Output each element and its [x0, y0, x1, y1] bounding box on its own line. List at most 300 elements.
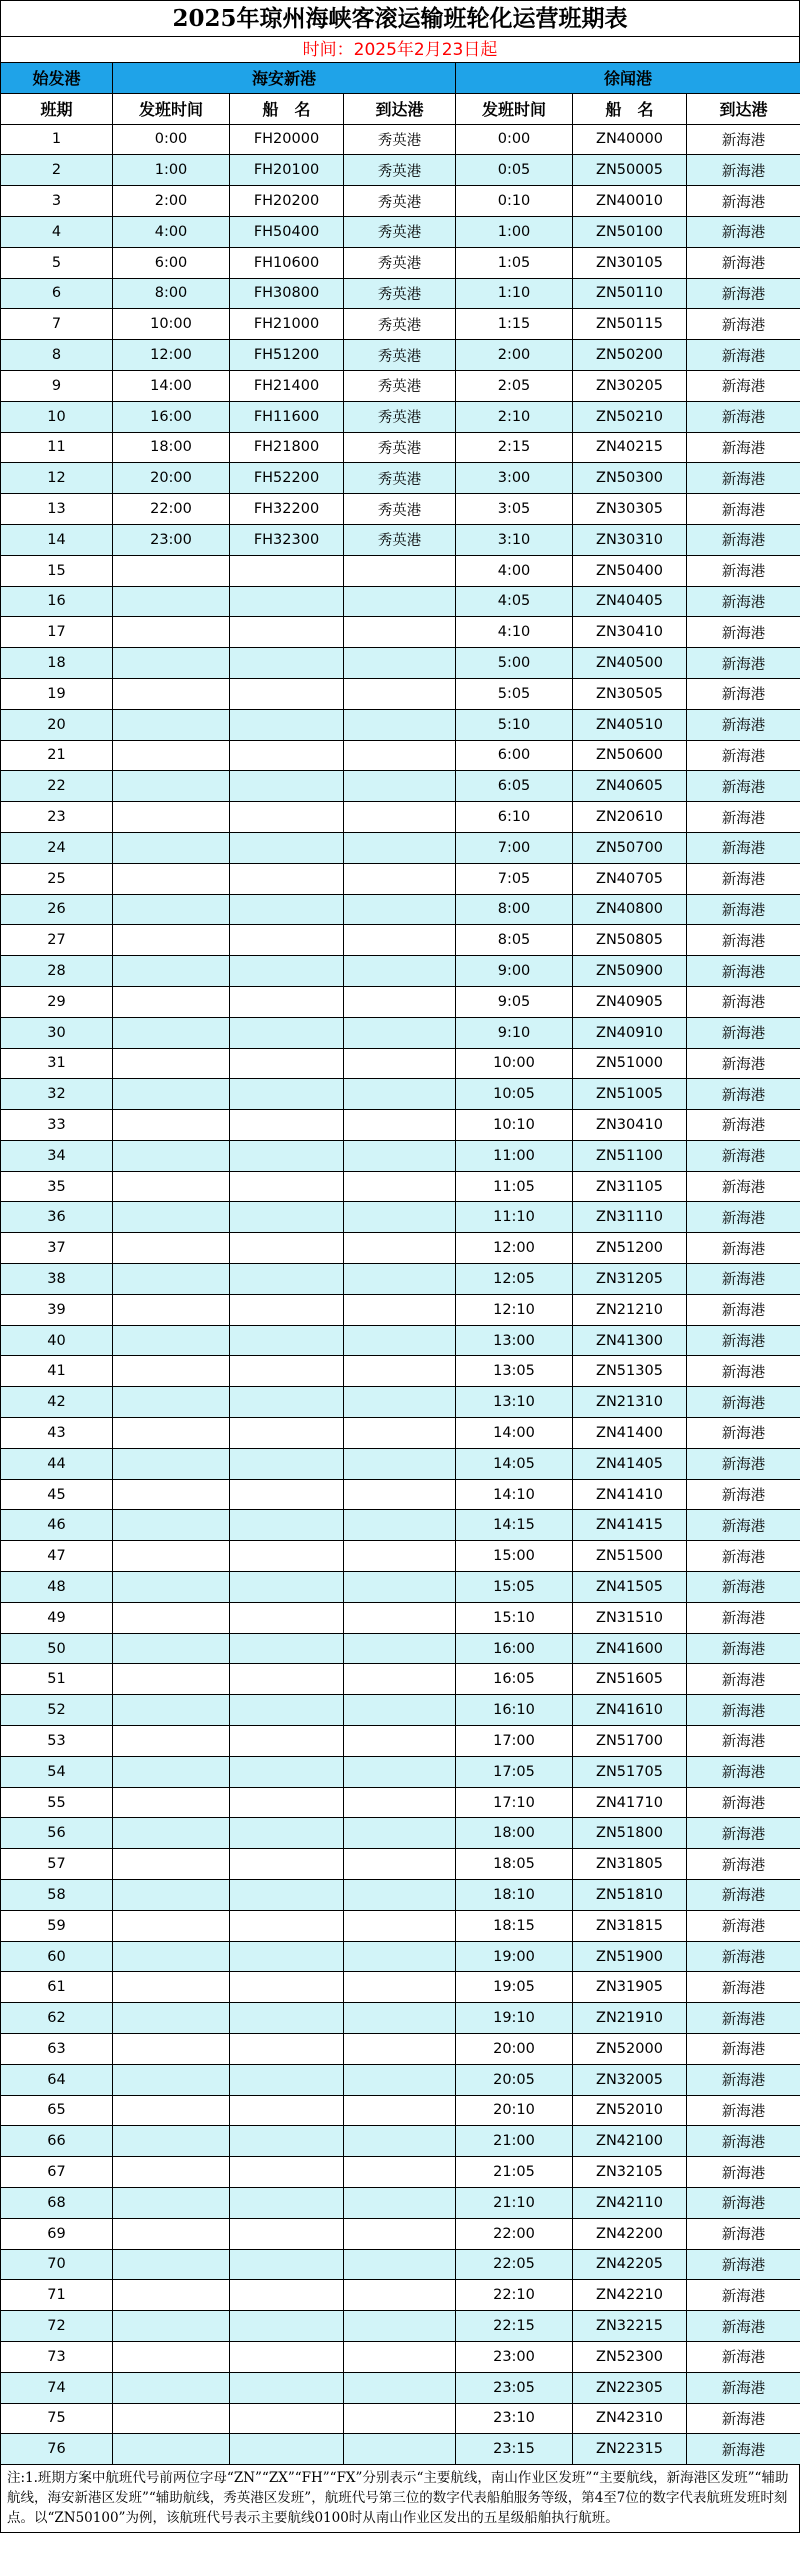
haian-ship-cell — [230, 2064, 344, 2095]
table-row — [1, 186, 800, 217]
period-cell: 9 — [1, 370, 113, 401]
xuwen-dest-cell: 新海港 — [687, 309, 800, 340]
xuwen-ship-cell: ZN51605 — [573, 1664, 687, 1695]
haian-dest-cell — [344, 1325, 456, 1356]
xuwen-ship-cell: ZN50700 — [573, 832, 687, 863]
xuwen-dest-cell: 新海港 — [687, 2280, 800, 2311]
xuwen-time-cell: 15:10 — [456, 1602, 573, 1633]
period-cell: 47 — [1, 1541, 113, 1572]
xuwen-dest-cell: 新海港 — [687, 1017, 800, 1048]
haian-ship-cell — [230, 986, 344, 1017]
xuwen-time-cell: 0:00 — [456, 124, 573, 155]
table-row — [1, 925, 800, 956]
haian-dest-cell: 秀英港 — [344, 124, 456, 155]
haian-dest-cell — [344, 2126, 456, 2157]
xuwen-ship-cell: ZN42200 — [573, 2218, 687, 2249]
period-cell: 40 — [1, 1325, 113, 1356]
xuwen-time-cell: 9:10 — [456, 1017, 573, 1048]
xuwen-time-cell: 12:05 — [456, 1264, 573, 1295]
haian-ship-cell — [230, 1695, 344, 1726]
haian-ship-cell — [230, 1787, 344, 1818]
table-row — [1, 1602, 800, 1633]
haian-time-cell — [113, 740, 230, 771]
xuwen-dest-cell: 新海港 — [687, 1726, 800, 1757]
haian-dest-cell: 秀英港 — [344, 494, 456, 525]
haian-dest-cell — [344, 1110, 456, 1141]
haian-time-cell — [113, 863, 230, 894]
xuwen-dest-cell: 新海港 — [687, 1880, 800, 1911]
xuwen-time-cell: 15:00 — [456, 1541, 573, 1572]
haian-ship-cell — [230, 1233, 344, 1264]
table-row — [1, 1202, 800, 1233]
haian-ship-cell: FH20200 — [230, 186, 344, 217]
table-row — [1, 1787, 800, 1818]
haian-ship-cell — [230, 2157, 344, 2188]
xuwen-ship-cell: ZN30205 — [573, 370, 687, 401]
xuwen-ship-cell: ZN40910 — [573, 1017, 687, 1048]
haian-ship-cell — [230, 2003, 344, 2034]
xuwen-dest-cell: 新海港 — [687, 2372, 800, 2403]
period-cell: 46 — [1, 1510, 113, 1541]
xuwen-dest-cell: 新海港 — [687, 894, 800, 925]
haian-time-cell — [113, 894, 230, 925]
xuwen-dest-cell: 新海港 — [687, 155, 800, 186]
xuwen-dest-cell: 新海港 — [687, 2249, 800, 2280]
haian-time-cell — [113, 956, 230, 987]
haian-ship-cell — [230, 617, 344, 648]
xuwen-time-cell: 23:10 — [456, 2403, 573, 2434]
xuwen-ship-cell: ZN31205 — [573, 1264, 687, 1295]
haian-ship-cell — [230, 1356, 344, 1387]
haian-dest-cell — [344, 2218, 456, 2249]
table-row — [1, 678, 800, 709]
haian-ship-cell — [230, 956, 344, 987]
xuwen-dest-cell: 新海港 — [687, 1695, 800, 1726]
page-title: 2025年琼州海峡客滚运输班轮化运营班期表 — [0, 0, 800, 36]
xuwen-time-cell: 19:10 — [456, 2003, 573, 2034]
haian-dest-cell — [344, 1356, 456, 1387]
haian-ship-cell — [230, 586, 344, 617]
column-header-row — [1, 93, 800, 124]
xuwen-time-cell: 22:05 — [456, 2249, 573, 2280]
period-cell: 19 — [1, 678, 113, 709]
haian-time-cell — [113, 1572, 230, 1603]
xuwen-time-cell: 22:15 — [456, 2311, 573, 2342]
period-cell: 6 — [1, 278, 113, 309]
haian-ship-cell — [230, 2249, 344, 2280]
xuwen-ship-cell: ZN32215 — [573, 2311, 687, 2342]
table-row — [1, 1572, 800, 1603]
haian-ship-cell — [230, 863, 344, 894]
xuwen-ship-cell: ZN51000 — [573, 1048, 687, 1079]
table-row — [1, 524, 800, 555]
xuwen-time-cell: 2:10 — [456, 401, 573, 432]
haian-time-cell — [113, 832, 230, 863]
xuwen-time-cell: 9:05 — [456, 986, 573, 1017]
haian-ship-cell — [230, 1418, 344, 1449]
table-row — [1, 832, 800, 863]
xuwen-dest-cell: 新海港 — [687, 1479, 800, 1510]
xuwen-time-cell: 18:15 — [456, 1910, 573, 1941]
xuwen-time-cell: 20:05 — [456, 2064, 573, 2095]
table-row — [1, 1448, 800, 1479]
period-cell: 67 — [1, 2157, 113, 2188]
xuwen-ship-cell: ZN22305 — [573, 2372, 687, 2403]
haian-dest-cell — [344, 1972, 456, 2003]
table-row — [1, 1048, 800, 1079]
xuwen-dest-cell: 新海港 — [687, 2218, 800, 2249]
table-row — [1, 1110, 800, 1141]
xuwen-time-cell: 4:10 — [456, 617, 573, 648]
haian-ship-cell — [230, 555, 344, 586]
xuwen-ship-cell: ZN32005 — [573, 2064, 687, 2095]
period-cell: 41 — [1, 1356, 113, 1387]
haian-time-cell — [113, 1079, 230, 1110]
table-row — [1, 1849, 800, 1880]
xuwen-dest-cell: 新海港 — [687, 1110, 800, 1141]
xuwen-dest-cell: 新海港 — [687, 2157, 800, 2188]
table-row — [1, 1325, 800, 1356]
haian-ship-cell — [230, 1202, 344, 1233]
haian-time-cell — [113, 1787, 230, 1818]
xuwen-time-cell: 14:00 — [456, 1418, 573, 1449]
haian-time-cell — [113, 1756, 230, 1787]
xuwen-time-cell: 16:00 — [456, 1633, 573, 1664]
haian-time-cell — [113, 2403, 230, 2434]
xuwen-time-cell: 5:05 — [456, 678, 573, 709]
xuwen-dest-cell: 新海港 — [687, 1572, 800, 1603]
haian-ship-cell — [230, 2280, 344, 2311]
xuwen-dest-cell: 新海港 — [687, 463, 800, 494]
haian-ship-cell — [230, 1048, 344, 1079]
table-row — [1, 709, 800, 740]
xuwen-time-cell: 18:00 — [456, 1818, 573, 1849]
table-row — [1, 1017, 800, 1048]
xuwen-time-cell: 21:00 — [456, 2126, 573, 2157]
haian-ship-cell: FH50400 — [230, 216, 344, 247]
xuwen-dest-cell: 新海港 — [687, 1664, 800, 1695]
table-row — [1, 586, 800, 617]
table-row — [1, 2311, 800, 2342]
xuwen-ship-cell: ZN51705 — [573, 1756, 687, 1787]
xuwen-ship-cell: ZN50300 — [573, 463, 687, 494]
haian-ship-cell: FH52200 — [230, 463, 344, 494]
xuwen-dest-cell: 新海港 — [687, 2034, 800, 2065]
table-row — [1, 155, 800, 186]
xuwen-ship-cell: ZN20610 — [573, 802, 687, 833]
period-cell: 63 — [1, 2034, 113, 2065]
xuwen-ship-cell: ZN42205 — [573, 2249, 687, 2280]
haian-time-cell — [113, 1910, 230, 1941]
period-cell: 24 — [1, 832, 113, 863]
haian-time-cell — [113, 771, 230, 802]
haian-ship-cell — [230, 1294, 344, 1325]
period-cell: 10 — [1, 401, 113, 432]
xuwen-time-cell: 8:05 — [456, 925, 573, 956]
table-row — [1, 1818, 800, 1849]
table-row — [1, 2280, 800, 2311]
haian-ship-cell — [230, 1664, 344, 1695]
haian-time-cell — [113, 1140, 230, 1171]
haian-dest-cell — [344, 1079, 456, 1110]
xuwen-time-cell: 6:10 — [456, 802, 573, 833]
haian-dest-cell: 秀英港 — [344, 247, 456, 278]
table-row — [1, 1633, 800, 1664]
haian-dest-cell — [344, 2187, 456, 2218]
period-cell: 33 — [1, 1110, 113, 1141]
xuwen-dest-cell: 新海港 — [687, 555, 800, 586]
period-cell: 50 — [1, 1633, 113, 1664]
schedule-table — [0, 62, 800, 2465]
haian-ship-cell — [230, 1017, 344, 1048]
xuwen-ship-cell: ZN51200 — [573, 1233, 687, 1264]
xuwen-dest-cell: 新海港 — [687, 1356, 800, 1387]
xuwen-time-cell: 1:00 — [456, 216, 573, 247]
haian-ship-cell — [230, 1633, 344, 1664]
period-cell: 21 — [1, 740, 113, 771]
xuwen-dest-cell: 新海港 — [687, 1849, 800, 1880]
haian-ship-cell — [230, 1387, 344, 1418]
xuwen-time-cell: 3:00 — [456, 463, 573, 494]
haian-ship-cell — [230, 832, 344, 863]
haian-time-cell — [113, 1387, 230, 1418]
xuwen-ship-cell: ZN40905 — [573, 986, 687, 1017]
xuwen-time-cell: 20:00 — [456, 2034, 573, 2065]
haian-dest-cell: 秀英港 — [344, 216, 456, 247]
haian-dest-cell: 秀英港 — [344, 186, 456, 217]
xuwen-time-cell: 18:05 — [456, 1849, 573, 1880]
haian-ship-cell — [230, 2341, 344, 2372]
effective-date: 时间：2025年2月23日起 — [0, 36, 800, 62]
xuwen-ship-cell: ZN41410 — [573, 1479, 687, 1510]
xuwen-dest-cell: 新海港 — [687, 1633, 800, 1664]
xuwen-dest-cell: 新海港 — [687, 1202, 800, 1233]
xuwen-dest-cell: 新海港 — [687, 1264, 800, 1295]
haian-dest-cell — [344, 1726, 456, 1757]
period-cell: 72 — [1, 2311, 113, 2342]
haian-time-cell — [113, 617, 230, 648]
haian-dest-cell — [344, 1849, 456, 1880]
xuwen-time-header: 发班时间 — [456, 93, 573, 124]
table-row — [1, 555, 800, 586]
haian-time-cell — [113, 2064, 230, 2095]
xuwen-time-cell: 21:05 — [456, 2157, 573, 2188]
haian-time-cell — [113, 2126, 230, 2157]
xuwen-time-cell: 14:10 — [456, 1479, 573, 1510]
haian-time-cell — [113, 925, 230, 956]
haian-time-cell — [113, 1541, 230, 1572]
haian-dest-cell — [344, 2372, 456, 2403]
haian-dest-cell — [344, 1633, 456, 1664]
haian-time-cell — [113, 1017, 230, 1048]
haian-time-cell — [113, 2095, 230, 2126]
xuwen-time-cell: 23:05 — [456, 2372, 573, 2403]
table-row — [1, 1664, 800, 1695]
xuwen-time-cell: 23:15 — [456, 2434, 573, 2465]
haian-ship-cell: FH21800 — [230, 432, 344, 463]
haian-time-cell — [113, 2034, 230, 2065]
xuwen-time-cell: 17:00 — [456, 1726, 573, 1757]
period-cell: 55 — [1, 1787, 113, 1818]
xuwen-ship-cell: ZN50400 — [573, 555, 687, 586]
xuwen-dest-cell: 新海港 — [687, 2003, 800, 2034]
haian-time-cell — [113, 1664, 230, 1695]
haian-dest-cell — [344, 925, 456, 956]
xuwen-time-cell: 21:10 — [456, 2187, 573, 2218]
table-row — [1, 2003, 800, 2034]
xuwen-ship-cell: ZN40800 — [573, 894, 687, 925]
xuwen-ship-cell: ZN51700 — [573, 1726, 687, 1757]
haian-ship-cell — [230, 1325, 344, 1356]
haian-dest-cell: 秀英港 — [344, 340, 456, 371]
haian-ship-cell — [230, 1602, 344, 1633]
haian-dest-header: 到达港 — [344, 93, 456, 124]
table-row — [1, 1356, 800, 1387]
xuwen-ship-cell: ZN30410 — [573, 617, 687, 648]
haian-dest-cell — [344, 1695, 456, 1726]
table-row — [1, 2064, 800, 2095]
table-row — [1, 1479, 800, 1510]
xuwen-ship-cell: ZN41400 — [573, 1418, 687, 1449]
haian-time-cell — [113, 2434, 230, 2465]
period-cell: 56 — [1, 1818, 113, 1849]
haian-time-cell — [113, 1880, 230, 1911]
period-cell: 44 — [1, 1448, 113, 1479]
xuwen-time-cell: 20:10 — [456, 2095, 573, 2126]
xuwen-time-cell: 5:10 — [456, 709, 573, 740]
xuwen-dest-cell: 新海港 — [687, 1387, 800, 1418]
xuwen-ship-cell: ZN30310 — [573, 524, 687, 555]
table-row — [1, 1171, 800, 1202]
xuwen-ship-cell: ZN52000 — [573, 2034, 687, 2065]
xuwen-ship-cell: ZN40500 — [573, 648, 687, 679]
haian-dest-cell — [344, 740, 456, 771]
haian-time-cell — [113, 2311, 230, 2342]
table-row — [1, 216, 800, 247]
period-cell: 54 — [1, 1756, 113, 1787]
haian-ship-cell — [230, 1910, 344, 1941]
table-row — [1, 1880, 800, 1911]
xuwen-dest-cell: 新海港 — [687, 1171, 800, 1202]
haian-dest-cell — [344, 1941, 456, 1972]
xuwen-time-cell: 7:00 — [456, 832, 573, 863]
table-row — [1, 401, 800, 432]
haian-ship-cell: FH20100 — [230, 155, 344, 186]
haian-time-cell — [113, 586, 230, 617]
table-row — [1, 956, 800, 987]
xuwen-time-cell: 10:00 — [456, 1048, 573, 1079]
xuwen-time-cell: 1:05 — [456, 247, 573, 278]
table-row — [1, 1910, 800, 1941]
haian-ship-cell — [230, 2034, 344, 2065]
haian-ship-cell: FH21400 — [230, 370, 344, 401]
period-cell: 13 — [1, 494, 113, 525]
haian-ship-cell: FH20000 — [230, 124, 344, 155]
haian-time-cell — [113, 1418, 230, 1449]
haian-dest-cell — [344, 1294, 456, 1325]
haian-time-cell — [113, 1972, 230, 2003]
haian-dest-cell — [344, 986, 456, 1017]
xuwen-dest-cell: 新海港 — [687, 247, 800, 278]
xuwen-dest-cell: 新海港 — [687, 1818, 800, 1849]
xuwen-ship-cell: ZN51800 — [573, 1818, 687, 1849]
table-row — [1, 1418, 800, 1449]
xuwen-dest-cell: 新海港 — [687, 1294, 800, 1325]
xuwen-ship-cell: ZN31905 — [573, 1972, 687, 2003]
table-row — [1, 1726, 800, 1757]
xuwen-dest-cell: 新海港 — [687, 740, 800, 771]
period-cell: 61 — [1, 1972, 113, 2003]
xuwen-time-cell: 13:10 — [456, 1387, 573, 1418]
haian-time-cell — [113, 1818, 230, 1849]
table-row — [1, 494, 800, 525]
haian-ship-cell — [230, 678, 344, 709]
xuwen-ship-cell: ZN51900 — [573, 1941, 687, 1972]
xuwen-dest-cell: 新海港 — [687, 802, 800, 833]
haian-time-cell: 20:00 — [113, 463, 230, 494]
xuwen-ship-cell: ZN42210 — [573, 2280, 687, 2311]
table-row — [1, 2341, 800, 2372]
haian-time-cell — [113, 1448, 230, 1479]
haian-time-cell — [113, 1325, 230, 1356]
haian-dest-cell — [344, 802, 456, 833]
haian-time-cell: 8:00 — [113, 278, 230, 309]
table-row — [1, 2157, 800, 2188]
haian-time-header: 发班时间 — [113, 93, 230, 124]
haian-ship-cell — [230, 709, 344, 740]
period-cell: 23 — [1, 802, 113, 833]
xuwen-ship-cell: ZN50900 — [573, 956, 687, 987]
haian-time-cell: 14:00 — [113, 370, 230, 401]
haian-ship-cell — [230, 1818, 344, 1849]
haian-dest-cell — [344, 2434, 456, 2465]
haian-time-cell: 1:00 — [113, 155, 230, 186]
xuwen-time-cell: 13:05 — [456, 1356, 573, 1387]
haian-time-cell — [113, 2249, 230, 2280]
xuwen-ship-cell: ZN41610 — [573, 1695, 687, 1726]
period-cell: 14 — [1, 524, 113, 555]
xuwen-time-cell: 17:10 — [456, 1787, 573, 1818]
haian-ship-cell — [230, 1171, 344, 1202]
haian-time-cell — [113, 2341, 230, 2372]
haian-port-header: 海安新港 — [113, 63, 456, 94]
xuwen-dest-cell: 新海港 — [687, 2126, 800, 2157]
xuwen-dest-cell: 新海港 — [687, 401, 800, 432]
haian-dest-cell — [344, 2403, 456, 2434]
xuwen-time-cell: 14:15 — [456, 1510, 573, 1541]
xuwen-time-cell: 16:10 — [456, 1695, 573, 1726]
xuwen-ship-cell: ZN40010 — [573, 186, 687, 217]
haian-ship-cell — [230, 802, 344, 833]
haian-dest-cell — [344, 1787, 456, 1818]
xuwen-ship-cell: ZN40000 — [573, 124, 687, 155]
period-cell: 26 — [1, 894, 113, 925]
haian-time-cell: 22:00 — [113, 494, 230, 525]
xuwen-time-cell: 11:05 — [456, 1171, 573, 1202]
xuwen-dest-cell: 新海港 — [687, 524, 800, 555]
haian-ship-cell: FH32300 — [230, 524, 344, 555]
period-cell: 17 — [1, 617, 113, 648]
xuwen-time-cell: 18:10 — [456, 1880, 573, 1911]
xuwen-ship-cell: ZN42100 — [573, 2126, 687, 2157]
table-row — [1, 1264, 800, 1295]
xuwen-dest-cell: 新海港 — [687, 2434, 800, 2465]
table-row — [1, 2403, 800, 2434]
xuwen-ship-cell: ZN31815 — [573, 1910, 687, 1941]
haian-dest-cell — [344, 586, 456, 617]
xuwen-ship-cell: ZN41505 — [573, 1572, 687, 1603]
period-cell: 62 — [1, 2003, 113, 2034]
